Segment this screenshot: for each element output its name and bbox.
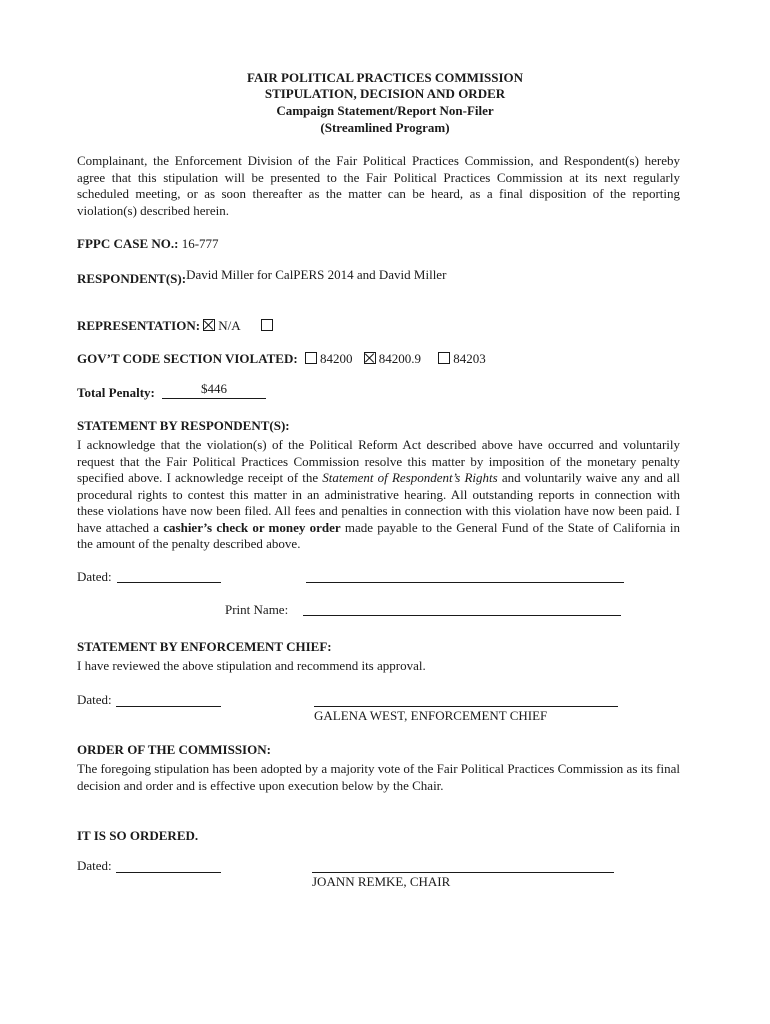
respondent-statement-heading: STATEMENT BY RESPONDENT(S):	[77, 418, 290, 433]
case-number-row	[77, 236, 219, 253]
respondents-label: RESPONDENT(S):	[77, 271, 187, 286]
title-commission: FAIR POLITICAL PRACTICES COMMISSION	[246, 70, 524, 85]
order-dated-field[interactable]	[116, 872, 221, 873]
representation-na-label: N/A	[218, 318, 240, 333]
code-84200-9-checkbox[interactable]	[364, 352, 376, 364]
so-ordered-heading: IT IS SO ORDERED.	[77, 828, 199, 843]
code-section-label: GOV’T CODE SECTION VIOLATED:	[77, 351, 298, 366]
order-text: The foregoing stipulation has been adopted by a majority vote of the Fair Political Practices Commission as its final decision and order and is effective upon execution below by the Chair.	[77, 761, 680, 793]
code-84200-label: 84200	[319, 351, 353, 366]
respondent-dated-label: Dated:	[77, 569, 112, 584]
representation-na-checkbox[interactable]	[203, 319, 215, 331]
representation-label: REPRESENTATION:	[77, 318, 201, 333]
chief-statement-heading: STATEMENT BY ENFORCEMENT CHIEF:	[77, 639, 332, 654]
title-stipulation: STIPULATION, DECISION AND ORDER	[264, 86, 506, 101]
chief-signer-name: GALENA WEST, ENFORCEMENT CHIEF	[314, 708, 548, 723]
intro-paragraph: Complainant, the Enforcement Division of the Fair Political Practices Commission, and Respondent(s) hereby agree that this stipulation will be presented to the Fair Political Practices Commission at its next regularly scheduled meeting, or as soon thereafter as the matter can be heard, as a final disposition of the reporting violation(s) described herein.	[77, 153, 680, 218]
print-name-label: Print Name:	[225, 602, 289, 617]
chief-dated-label: Dated:	[77, 692, 112, 707]
chair-signer-name: JOANN REMKE, CHAIR	[312, 874, 451, 889]
title-program: (Streamlined Program)	[320, 120, 450, 135]
title-non-filer: Campaign Statement/Report Non-Filer	[276, 103, 494, 118]
respondents-row	[77, 267, 446, 284]
chief-statement-text: I have reviewed the above stipulation and recommend its approval.	[77, 658, 426, 673]
chief-signature-field[interactable]	[314, 706, 618, 707]
respondents-value[interactable]: David Miller for CalPERS 2014 and David Miller	[186, 267, 447, 282]
respondent-signature-field[interactable]	[306, 582, 624, 583]
code-84200-checkbox[interactable]	[305, 352, 317, 364]
penalty-value[interactable]: $446	[201, 381, 227, 396]
case-number-label: FPPC CASE NO.:	[77, 236, 179, 251]
order-heading: ORDER OF THE COMMISSION:	[77, 742, 271, 757]
representation-row	[77, 318, 276, 335]
code-84200-9-label: 84200.9	[378, 351, 421, 366]
representation-other-checkbox[interactable]	[261, 319, 273, 331]
case-number-value[interactable]: 16-777	[181, 236, 219, 251]
code-84203-checkbox[interactable]	[438, 352, 450, 364]
respondent-statement-text: I acknowledge that the violation(s) of the Political Reform Act described above have occurred and voluntarily request that the Fair Political Practices Commission resolve this matter by imposition of the monetary penalty specified above. I acknowledge receipt of the Statement of Respondent’s Rights and voluntarily waive any and all procedural rights to contest this matter in an administrative hearing. All outstanding reports in connection with these violations have now been filed. All fees and penalties in connection with this violation have now been paid. I have attached a cashier’s check or money order made payable to the General Fund of the State of California in the amount of the penalty described above.	[77, 437, 680, 551]
respondent-dated-field[interactable]	[117, 582, 221, 583]
rights-document-title: Statement of Respondent’s Rights	[322, 470, 498, 485]
code-section-row	[77, 351, 486, 368]
order-dated-label: Dated:	[77, 858, 112, 873]
chair-signature-field[interactable]	[312, 872, 614, 873]
penalty-line	[162, 398, 266, 399]
penalty-label: Total Penalty:	[77, 385, 155, 400]
code-84203-label: 84203	[453, 351, 486, 366]
payment-method: cashier’s check or money order	[163, 519, 341, 535]
chief-dated-field[interactable]	[116, 706, 221, 707]
print-name-field[interactable]	[303, 615, 621, 616]
